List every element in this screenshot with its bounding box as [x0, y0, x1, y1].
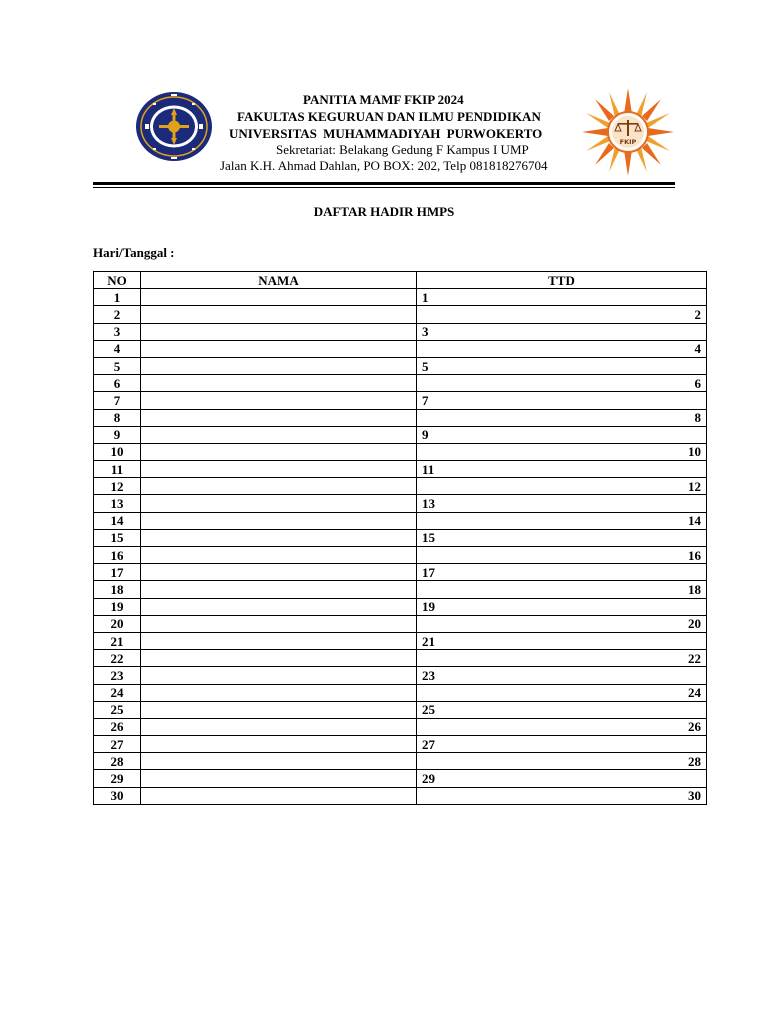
name-cell[interactable] — [141, 564, 417, 581]
table-row — [94, 512, 707, 529]
row-number: 14 — [94, 512, 141, 529]
signature-cell[interactable]: 29 — [417, 770, 707, 787]
header-divider-thick — [93, 182, 675, 185]
header-divider-thin — [93, 187, 675, 188]
name-cell[interactable] — [141, 478, 417, 495]
signature-cell[interactable]: 17 — [417, 564, 707, 581]
row-number: 7 — [94, 392, 141, 409]
header-name: NAMA — [141, 272, 417, 289]
row-number: 28 — [94, 753, 141, 770]
name-cell[interactable] — [141, 409, 417, 426]
table-row — [94, 375, 707, 392]
table-row — [94, 598, 707, 615]
row-number: 29 — [94, 770, 141, 787]
name-cell[interactable] — [141, 787, 417, 804]
signature-cell[interactable]: 13 — [417, 495, 707, 512]
name-cell[interactable] — [141, 461, 417, 478]
secretariat-address: Sekretariat: Belakang Gedung F Kampus I UMP — [276, 142, 529, 157]
name-cell[interactable] — [141, 443, 417, 460]
table-row — [94, 478, 707, 495]
name-cell[interactable] — [141, 547, 417, 564]
row-number: 6 — [94, 375, 141, 392]
table-row — [94, 770, 707, 787]
fkip-sun-logo-icon — [580, 86, 676, 178]
signature-cell[interactable]: 5 — [417, 357, 707, 374]
table-row — [94, 787, 707, 804]
signature-cell[interactable]: 15 — [417, 529, 707, 546]
table-row — [94, 632, 707, 649]
table-row — [94, 547, 707, 564]
row-number: 4 — [94, 340, 141, 357]
table-row — [94, 615, 707, 632]
signature-cell[interactable]: 1 — [417, 289, 707, 306]
row-number: 5 — [94, 357, 141, 374]
table-row — [94, 340, 707, 357]
row-number: 20 — [94, 615, 141, 632]
table-row — [94, 701, 707, 718]
table-row — [94, 426, 707, 443]
row-number: 11 — [94, 461, 141, 478]
table-row — [94, 667, 707, 684]
name-cell[interactable] — [141, 323, 417, 340]
table-row — [94, 289, 707, 306]
signature-cell[interactable]: 8 — [417, 409, 707, 426]
signature-cell[interactable]: 24 — [417, 684, 707, 701]
table-row — [94, 581, 707, 598]
signature-cell[interactable]: 7 — [417, 392, 707, 409]
signature-cell[interactable]: 30 — [417, 787, 707, 804]
table-row — [94, 736, 707, 753]
row-number: 13 — [94, 495, 141, 512]
name-cell[interactable] — [141, 632, 417, 649]
date-label: Hari/Tanggal : — [93, 245, 175, 260]
name-cell[interactable] — [141, 392, 417, 409]
document-title: DAFTAR HADIR HMPS — [313, 204, 455, 219]
signature-cell[interactable]: 25 — [417, 701, 707, 718]
committee-name: PANITIA MAMF FKIP 2024 — [303, 92, 464, 107]
row-number: 23 — [94, 667, 141, 684]
row-number: 3 — [94, 323, 141, 340]
table-header-row — [94, 272, 707, 289]
signature-cell[interactable]: 6 — [417, 375, 707, 392]
name-cell[interactable] — [141, 701, 417, 718]
signature-cell[interactable]: 3 — [417, 323, 707, 340]
row-number: 22 — [94, 650, 141, 667]
row-number: 26 — [94, 718, 141, 735]
attendance-table — [93, 271, 707, 805]
university-name: UNIVERSITAS MUHAMMADIYAH PURWOKERTO — [229, 126, 543, 141]
name-cell[interactable] — [141, 495, 417, 512]
signature-cell[interactable]: 27 — [417, 736, 707, 753]
row-number: 9 — [94, 426, 141, 443]
table-row — [94, 650, 707, 667]
name-cell[interactable] — [141, 512, 417, 529]
name-cell[interactable] — [141, 375, 417, 392]
table-row — [94, 495, 707, 512]
row-number: 15 — [94, 529, 141, 546]
header-signature: TTD — [417, 272, 707, 289]
header-no: NO — [94, 272, 141, 289]
signature-cell[interactable]: 26 — [417, 718, 707, 735]
row-number: 12 — [94, 478, 141, 495]
row-number: 19 — [94, 598, 141, 615]
table-row — [94, 684, 707, 701]
row-number: 2 — [94, 306, 141, 323]
signature-cell[interactable]: 16 — [417, 547, 707, 564]
name-cell[interactable] — [141, 581, 417, 598]
table-row — [94, 357, 707, 374]
table-row — [94, 306, 707, 323]
faculty-name: FAKULTAS KEGURUAN DAN ILMU PENDIDIKAN — [237, 109, 541, 124]
name-cell[interactable] — [141, 340, 417, 357]
signature-cell[interactable]: 22 — [417, 650, 707, 667]
row-number: 30 — [94, 787, 141, 804]
name-cell[interactable] — [141, 598, 417, 615]
street-address: Jalan K.H. Ahmad Dahlan, PO BOX: 202, Telp 081818276704 — [220, 158, 548, 173]
row-number: 24 — [94, 684, 141, 701]
row-number: 25 — [94, 701, 141, 718]
name-cell[interactable] — [141, 529, 417, 546]
name-cell[interactable] — [141, 615, 417, 632]
table-row — [94, 443, 707, 460]
row-number: 16 — [94, 547, 141, 564]
name-cell[interactable] — [141, 306, 417, 323]
fkip-logo-text: FKIP — [619, 138, 637, 146]
signature-cell[interactable]: 12 — [417, 478, 707, 495]
row-number: 1 — [94, 289, 141, 306]
signature-cell[interactable]: 2 — [417, 306, 707, 323]
name-cell[interactable] — [141, 770, 417, 787]
signature-cell[interactable]: 11 — [417, 461, 707, 478]
ump-seal-icon — [135, 91, 213, 162]
signature-cell[interactable]: 10 — [417, 443, 707, 460]
name-cell[interactable] — [141, 718, 417, 735]
signature-cell[interactable]: 23 — [417, 667, 707, 684]
signature-cell[interactable]: 19 — [417, 598, 707, 615]
row-number: 17 — [94, 564, 141, 581]
signature-cell[interactable]: 18 — [417, 581, 707, 598]
signature-cell[interactable]: 4 — [417, 340, 707, 357]
name-cell[interactable] — [141, 426, 417, 443]
name-cell[interactable] — [141, 667, 417, 684]
table-row — [94, 529, 707, 546]
name-cell[interactable] — [141, 650, 417, 667]
table-row — [94, 564, 707, 581]
name-cell[interactable] — [141, 289, 417, 306]
signature-cell[interactable]: 20 — [417, 615, 707, 632]
row-number: 21 — [94, 632, 141, 649]
row-number: 8 — [94, 409, 141, 426]
table-row — [94, 753, 707, 770]
signature-cell[interactable]: 14 — [417, 512, 707, 529]
row-number: 27 — [94, 736, 141, 753]
name-cell[interactable] — [141, 753, 417, 770]
name-cell[interactable] — [141, 684, 417, 701]
signature-cell[interactable]: 28 — [417, 753, 707, 770]
row-number: 18 — [94, 581, 141, 598]
row-number: 10 — [94, 443, 141, 460]
name-cell[interactable] — [141, 357, 417, 374]
table-row — [94, 392, 707, 409]
signature-cell[interactable]: 21 — [417, 632, 707, 649]
signature-cell[interactable]: 9 — [417, 426, 707, 443]
table-row — [94, 461, 707, 478]
table-row — [94, 718, 707, 735]
name-cell[interactable] — [141, 736, 417, 753]
table-row — [94, 323, 707, 340]
table-row — [94, 409, 707, 426]
